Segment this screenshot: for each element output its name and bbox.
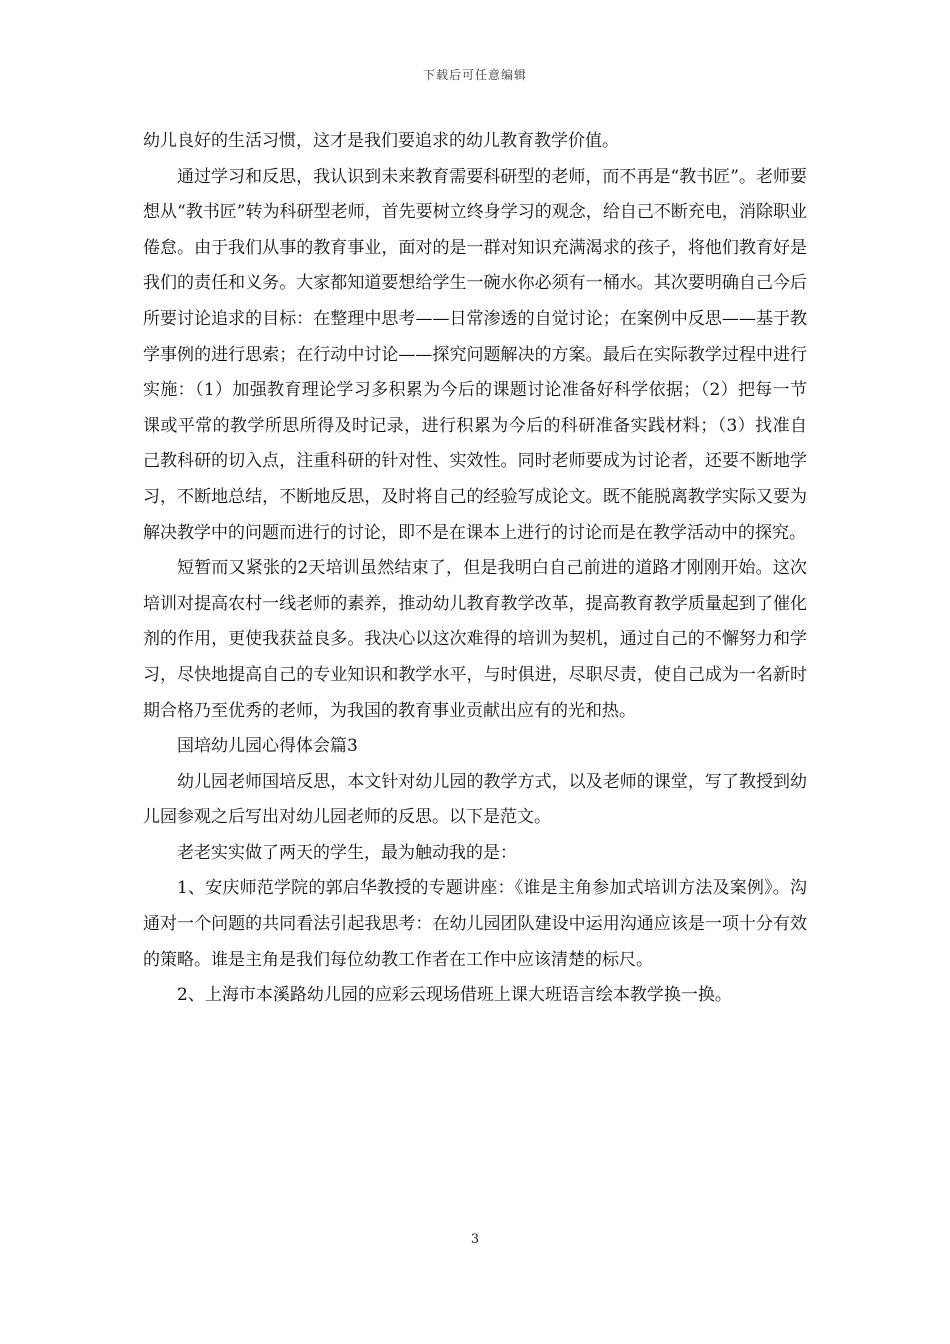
page-number: 3 xyxy=(470,1232,480,1247)
list-item-1: 1、安庆师范学院的郭启华教授的专题讲座：《谁是主角参加式培训方法及案例》。沟通对一个问题的共同看法引起我思考：在幼儿园团队建设中运用沟通应该是一项十分有效的策略。谁是主角是我们每位幼教工作者在工作中应该清楚的标尺。 xyxy=(143,878,807,970)
section-heading: 国培幼儿园心得体会篇3 xyxy=(177,736,358,757)
paragraph-lead-in: 老老实实做了两天的学生，最为触动我的是： xyxy=(177,842,517,863)
document-body xyxy=(143,124,807,1014)
paragraph-training-conclusion: 短暂而又紧张的2天培训虽然结束了，但是我明白自己前进的道路才刚刚开始。这次培训对提高农村一线老师的素养，推动幼儿教育教学改革，提高教育教学质量起到了催化剂的作用，更使我获益良多。我决心以这次难得的培训为契机，通过自己的不懈努力和学习，尽快地提高自己的专业知识和教学水平，与时俱进，尽职尽责，使自己成为一名新时期合格乃至优秀的老师，为我国的教育事业贡献出应有的光和热。 xyxy=(143,558,807,721)
paragraph-intro: 幼儿园老师国培反思，本文针对幼儿园的教学方式，以及老师的课堂，写了教授到幼儿园参观之后写出对幼儿园老师的反思。以下是范文。 xyxy=(143,771,807,828)
paragraph-continuation: 幼儿良好的生活习惯，这才是我们要追求的幼儿教育教学价值。 xyxy=(143,131,619,151)
list-item-2: 2、上海市本溪路幼儿园的应彩云现场借班上课大班语言绘本教学换一换。 xyxy=(177,985,732,1006)
page-header: 下载后可任意编辑 xyxy=(422,68,527,82)
paragraph-research-teacher: 通过学习和反思，我认识到未来教育需要科研型的老师，而不再是“教书匠”。老师要想从“教书匠”转为科研型老师，首先要树立终身学习的观念，给自己不断充电，消除职业倦怠。由于我们从事的教育事业，面对的是一群对知识充满渴求的孩子，将他们教育好是我们的责任和义务。大家都知道要想给学生一碗水你必须有一桶水。其次要明确自己今后所要讨论追求的目标：在整理中思考——日常渗透的自觉讨论；在案例中反思——基于教学事例的进行思索；在行动中讨论——探究问题解决的方案。最后在实际教学过程中进行实施：（1）加强教育理论学习多积累为今后的课题讨论准备好科学依据；（2）把每一节课或平常的教学所思所得及时记录，进行积累为今后的科研准备实践材料；（3）找准自己教科研的切入点，注重科研的针对性、实效性。同时老师要成为讨论者，还要不断地学习，不断地总结，不断地反思，及时将自己的经验写成论文。既不能脱离教学实际又要为解决教学中的问题而进行的讨论，即不是在课本上进行的讨论而是在教学活动中的探究。 xyxy=(143,166,807,543)
